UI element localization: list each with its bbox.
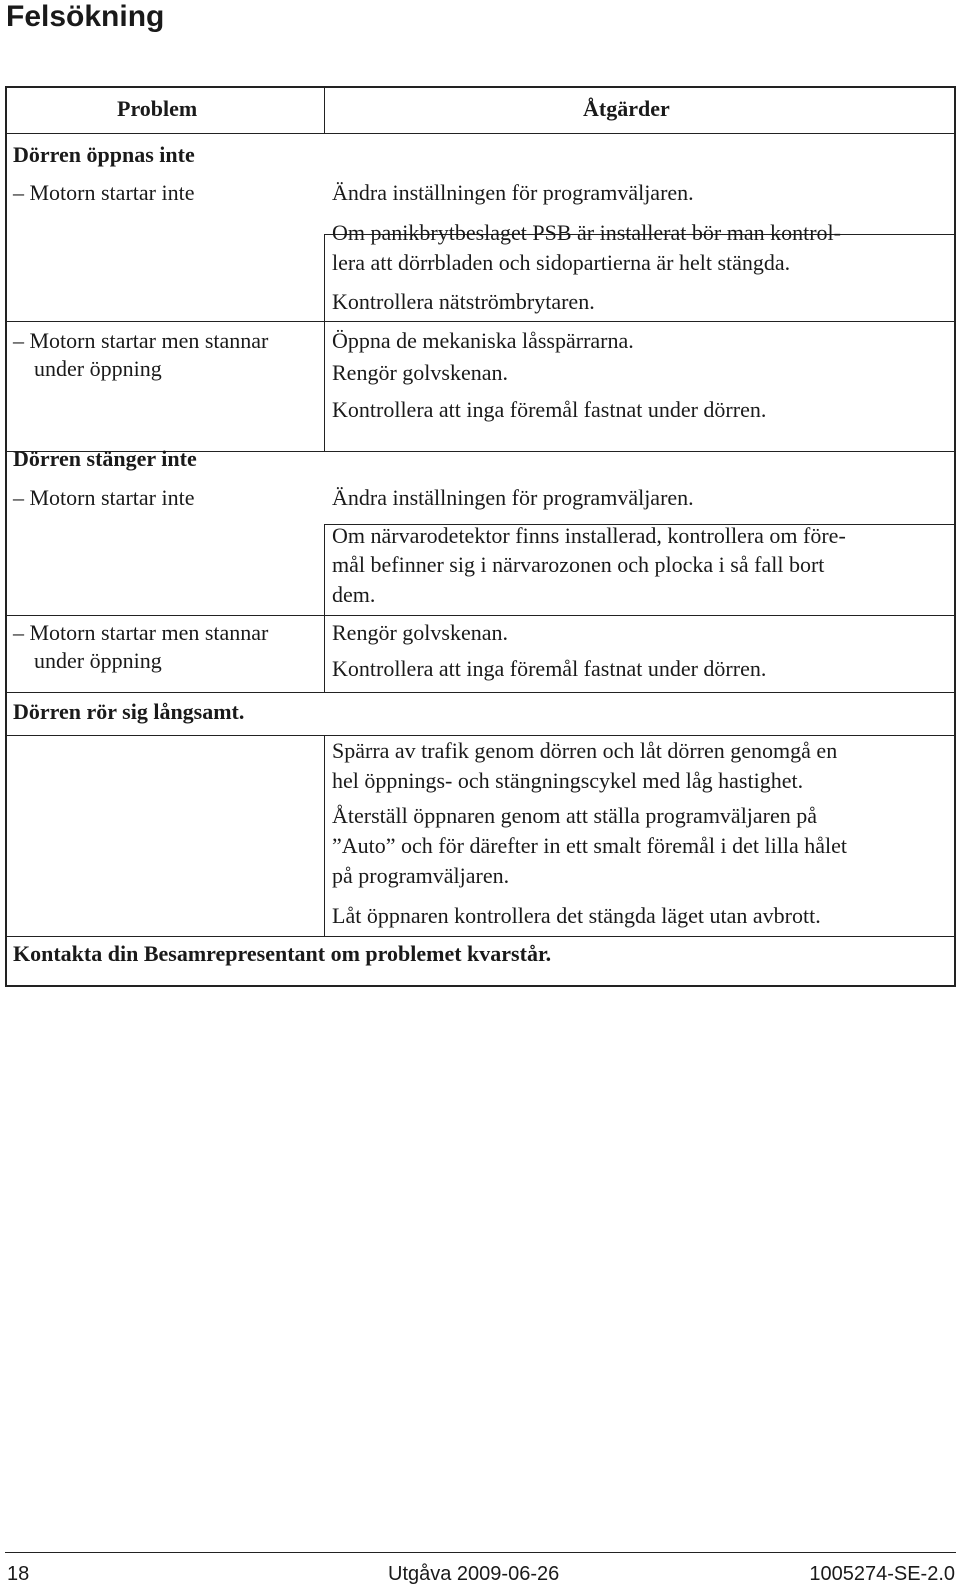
edition-date: Utgåva 2009-06-26 — [388, 1563, 560, 1585]
header-divider — [7, 133, 954, 134]
action-text: på programväljaren. — [332, 863, 510, 888]
problem-item: – Motorn startar men stannar — [13, 328, 269, 353]
problem-item-cont: under öppning — [34, 356, 162, 381]
row-divider — [7, 615, 954, 616]
action-text: Återställ öppnaren genom att ställa programväljaren på — [332, 803, 818, 828]
action-text: mål befinner sig i närvarozonen och plocka i så fall bort — [332, 552, 825, 577]
row-divider — [7, 692, 954, 693]
footer-divider — [5, 1552, 956, 1553]
section-heading: Dörren öppnas inte — [13, 142, 195, 167]
header-actions: Åtgärder — [583, 96, 670, 121]
action-text: Låt öppnaren kontrollera det stängda läget utan avbrott. — [332, 903, 821, 928]
problem-item: – Motorn startar men stannar — [13, 620, 269, 645]
column-divider — [324, 524, 325, 692]
problem-item: – Motorn startar inte — [13, 180, 195, 205]
row-divider — [7, 936, 954, 937]
action-text: Ändra inställningen för programväljaren. — [332, 180, 694, 205]
header-problem: Problem — [117, 96, 198, 121]
column-divider — [324, 735, 325, 936]
problem-item-cont: under öppning — [34, 648, 162, 673]
action-text: Om panikbrytbeslaget PSB är installerat bör man kontrol- — [332, 220, 841, 245]
action-text: dem. — [332, 582, 376, 607]
action-text: ”Auto” och för därefter in ett smalt föremål i det lilla hålet — [332, 833, 847, 858]
column-divider — [324, 88, 325, 133]
page-number: 18 — [7, 1563, 30, 1585]
action-text: Kontrollera att inga föremål fastnat under dörren. — [332, 397, 767, 422]
action-text: Rengör golvskenan. — [332, 620, 508, 645]
column-divider — [324, 234, 325, 451]
page-title: Felsökning — [6, 0, 165, 33]
action-text: Kontrollera att inga föremål fastnat under dörren. — [332, 656, 767, 681]
action-text: Rengör golvskenan. — [332, 360, 508, 385]
section-heading: Dörren rör sig långsamt. — [13, 699, 245, 724]
action-text: Öppna de mekaniska låsspärrarna. — [332, 328, 634, 353]
action-text: lera att dörrbladen och sidopartierna är helt stängda. — [332, 250, 791, 275]
action-text: hel öppnings- och stängningscykel med låg hastighet. — [332, 768, 804, 793]
contact-note: Kontakta din Besamrepresentant om problemet kvarstår. — [13, 941, 552, 966]
action-text: Om närvarodetektor finns installerad, kontrollera om före- — [332, 523, 846, 548]
row-divider — [7, 321, 954, 322]
action-text: Spärra av trafik genom dörren och låt dörren genomgå en — [332, 738, 838, 763]
action-text: Ändra inställningen för programväljaren. — [332, 485, 694, 510]
troubleshooting-table — [5, 86, 956, 987]
document-id: 1005274-SE-2.0 — [809, 1563, 955, 1585]
section-heading: Dörren stänger inte — [13, 446, 197, 471]
action-text: Kontrollera nätströmbrytaren. — [332, 289, 595, 314]
problem-item: – Motorn startar inte — [13, 485, 195, 510]
